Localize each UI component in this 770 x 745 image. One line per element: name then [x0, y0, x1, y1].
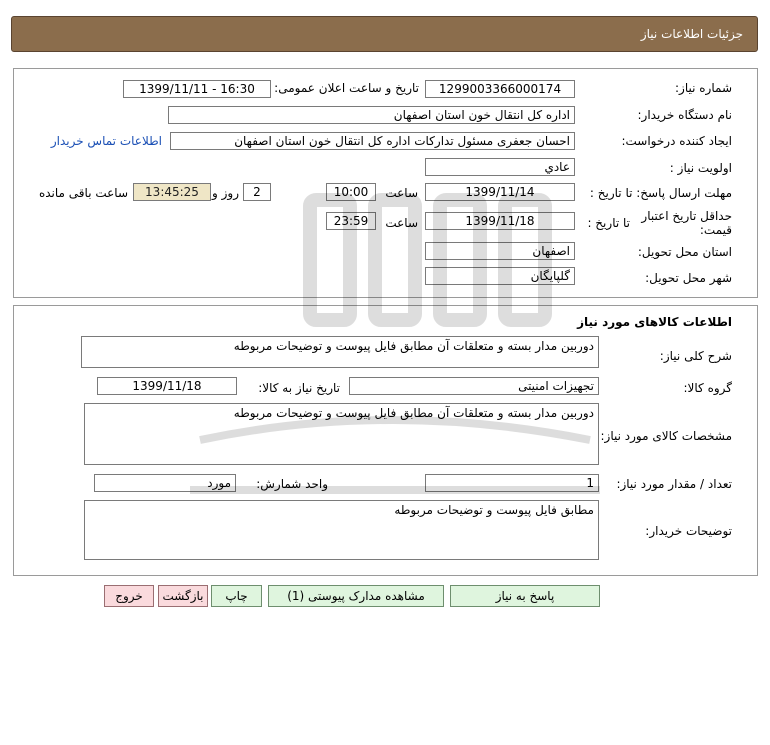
- buyer-org-label: نام دستگاه خریدار:: [637, 108, 732, 122]
- priority-field: عادي: [425, 158, 575, 176]
- priority-label: اولویت نیاز :: [669, 161, 732, 175]
- remaining-time-field: 13:45:25: [133, 183, 211, 201]
- days-label: روز و: [212, 186, 239, 200]
- remaining-label: ساعت باقی مانده: [38, 186, 128, 200]
- summary-label: شرح کلی نیاز:: [659, 349, 732, 363]
- buyer-notes-label: توضیحات خریدار:: [645, 524, 732, 538]
- need-date-label: تاریخ نیاز به کالا:: [258, 381, 340, 395]
- page-header: [11, 16, 758, 52]
- requester-field: احسان جعفری مسئول تدارکات اداره کل انتقال خون استان اصفهان: [170, 132, 575, 150]
- specs-label: مشخصات کالای مورد نیاز:: [600, 429, 732, 443]
- summary-field: دوربین مدار بسته و متعلقات آن مطابق فایل پیوست و توضیحات مربوطه: [81, 336, 599, 368]
- specs-field: دوربین مدار بسته و متعلقات آن مطابق فایل پیوست و توضیحات مربوطه: [84, 403, 599, 465]
- exit-button[interactable]: خروج: [104, 585, 154, 607]
- quantity-label: تعداد / مقدار مورد نیاز:: [616, 477, 732, 491]
- need-number-label: شماره نیاز:: [675, 81, 732, 95]
- validity-time-label: ساعت: [385, 216, 418, 230]
- print-button[interactable]: چاپ: [211, 585, 262, 607]
- need-number-field: 1299003366000174: [425, 80, 575, 98]
- buyer-org-field: اداره کل انتقال خون استان اصفهان: [168, 106, 575, 124]
- group-field: تجهیزات امنیتی: [349, 377, 599, 395]
- buyer-contact-link[interactable]: اطلاعات تماس خریدار: [50, 134, 162, 148]
- validity-label: حداقل تاریخ اعتبار قیمت:: [641, 209, 732, 237]
- deadline-time-label: ساعت: [385, 186, 418, 200]
- deadline-label: مهلت ارسال پاسخ: تا تاریخ :: [589, 186, 732, 200]
- deadline-date-field: 1399/11/14: [425, 183, 575, 201]
- province-field: اصفهان: [425, 242, 575, 260]
- validity-date-field: 1399/11/18: [425, 212, 575, 230]
- announce-label: تاریخ و ساعت اعلان عمومی:: [274, 81, 419, 95]
- deadline-time-field: 10:00: [326, 183, 376, 201]
- requester-label: ایجاد کننده درخواست:: [621, 134, 732, 148]
- province-label: استان محل تحویل:: [637, 245, 732, 259]
- city-field: گلپایگان: [425, 267, 575, 285]
- unit-label: واحد شمارش:: [256, 477, 328, 491]
- city-label: شهر محل تحویل:: [645, 271, 732, 285]
- buyer-notes-field: مطابق فایل پیوست و توضیحات مربوطه: [84, 500, 599, 560]
- announce-field: 1399/11/11 - 16:30: [123, 80, 271, 98]
- goods-section-title: اطلاعات کالاهای مورد نیاز: [577, 315, 732, 329]
- back-button[interactable]: بازگشت: [158, 585, 208, 607]
- page-title: جزئیات اطلاعات نیاز: [640, 27, 743, 41]
- group-label: گروه کالا:: [683, 381, 732, 395]
- need-info-panel: [13, 68, 758, 298]
- days-left-field: 2: [243, 183, 271, 201]
- view-attachments-button[interactable]: مشاهده مدارک پیوستی (1): [268, 585, 444, 607]
- quantity-field: 1: [425, 474, 599, 492]
- reply-button[interactable]: پاسخ به نیاز: [450, 585, 600, 607]
- validity-time-field: 23:59: [326, 212, 376, 230]
- validity-to-label: تا تاریخ :: [587, 216, 630, 230]
- need-date-field: 1399/11/18: [97, 377, 237, 395]
- unit-field: مورد: [94, 474, 236, 492]
